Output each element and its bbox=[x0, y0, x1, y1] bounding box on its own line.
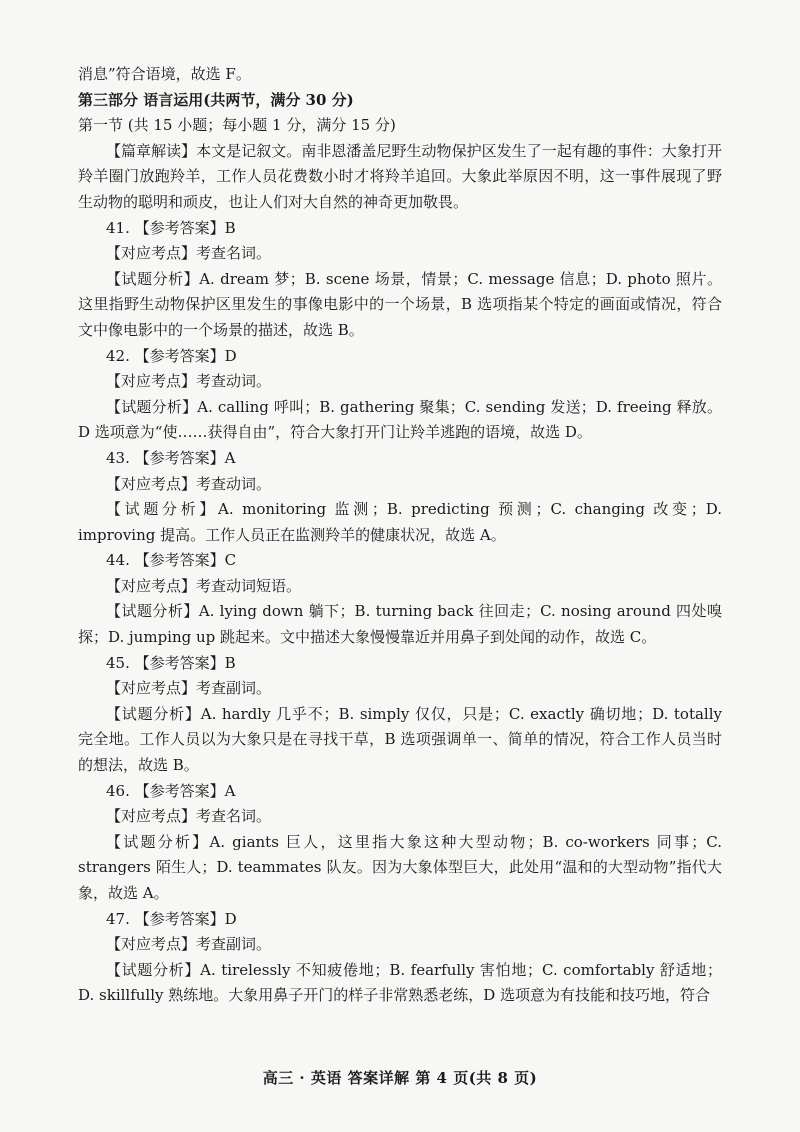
answer-line: 43. 【参考答案】A bbox=[106, 448, 236, 467]
answer-line: 46. 【参考答案】A bbox=[106, 781, 236, 800]
passage-reading: 【篇章解读】本文是记叙文。南非恩潘盖尼野生动物保护区发生了一起有趣的事件：大象打开羚羊圈门放跑羚羊，工作人员花费数小时才将羚羊追回。大象此举原因不明，这一事件展现了野生动物的聪明和顽皮，也让人们对大自然的神奇更加敬畏。 bbox=[78, 141, 722, 211]
point-line: 【对应考点】考查名词。 bbox=[106, 807, 272, 826]
point-line: 【对应考点】考查动词。 bbox=[106, 372, 272, 391]
point-line: 【对应考点】考查名词。 bbox=[106, 244, 272, 263]
question-42 bbox=[78, 344, 722, 446]
analysis-paragraph: 【试题分析】A. calling 呼叫；B. gathering 聚集；C. sending 发送；D. freeing 释放。D 选项意为“使……获得自由”，符合大象打开门让羚羊逃跑的语境，故选 D。 bbox=[78, 397, 722, 442]
page-footer: 高三 · 英语 答案详解 第 4 页(共 8 页) bbox=[262, 1069, 538, 1087]
intro-line: 消息”符合语境，故选 F。 bbox=[78, 65, 251, 83]
analysis-paragraph: 【试题分析】A. dream 梦；B. scene 场景，情景；C. message 信息；D. photo 照片。这里指野生动物保护区里发生的事像电影中的一个场景，B 选项指某个特定的画面或情况，符合文中像电影中的一个场景的描述，故选 B。 bbox=[78, 269, 722, 339]
analysis-paragraph: 【试题分析】A. giants 巨人，这里指大象这种大型动物；B. co-workers 同事；C. strangers 陌生人；D. teammates 队友。因为大象体型巨大，此处用“温和的大型动物”指代大象，故选 A。 bbox=[78, 832, 722, 902]
point-line: 【对应考点】考查副词。 bbox=[106, 679, 272, 698]
question-45 bbox=[78, 651, 722, 779]
answer-line: 47. 【参考答案】D bbox=[106, 909, 237, 928]
point-line: 【对应考点】考查副词。 bbox=[106, 935, 272, 954]
point-line: 【对应考点】考查动词。 bbox=[106, 474, 272, 493]
part3-heading: 第三部分 语言运用(共两节，满分 30 分) bbox=[78, 90, 354, 109]
analysis-paragraph: 【试题分析】A. tirelessly 不知疲倦地；B. fearfully 害怕地；C. comfortably 舒适地；D. skillfully 熟练地。大象用鼻子开门的样子非常熟悉老练，D 选项意为有技能和技巧地，符合 bbox=[78, 960, 722, 1005]
question-44 bbox=[78, 548, 722, 650]
question-43 bbox=[78, 446, 722, 548]
analysis-paragraph: 【试题分析】A. monitoring 监测；B. predicting 预测；C. changing 改变；D. improving 提高。工作人员正在监测羚羊的健康状况，故选 A。 bbox=[78, 500, 722, 544]
answer-line: 44. 【参考答案】C bbox=[106, 551, 237, 570]
point-line: 【对应考点】考查动词短语。 bbox=[106, 576, 302, 595]
answer-line: 42. 【参考答案】D bbox=[106, 346, 237, 365]
analysis-paragraph: 【试题分析】A. hardly 几乎不；B. simply 仅仅，只是；C. exactly 确切地；D. totally 完全地。工作人员以为大象只是在寻找干草，B 选项强调单一、简单的情况，符合工作人员当时的想法，故选 B。 bbox=[78, 704, 722, 775]
section1-heading: 第一节 (共 15 小题；每小题 1 分，满分 15 分) bbox=[78, 116, 396, 135]
answer-line: 45. 【参考答案】B bbox=[106, 653, 236, 672]
analysis-paragraph: 【试题分析】A. lying down 躺下；B. turning back 往回走；C. nosing around 四处嗅探；D. jumping up 跳起来。文中描述大象慢慢靠近并用鼻子到处闻的动作，故选 C。 bbox=[78, 602, 722, 647]
question-46 bbox=[78, 779, 722, 907]
question-41 bbox=[78, 216, 722, 344]
answer-line: 41. 【参考答案】B bbox=[106, 218, 236, 237]
question-47 bbox=[78, 907, 722, 1009]
